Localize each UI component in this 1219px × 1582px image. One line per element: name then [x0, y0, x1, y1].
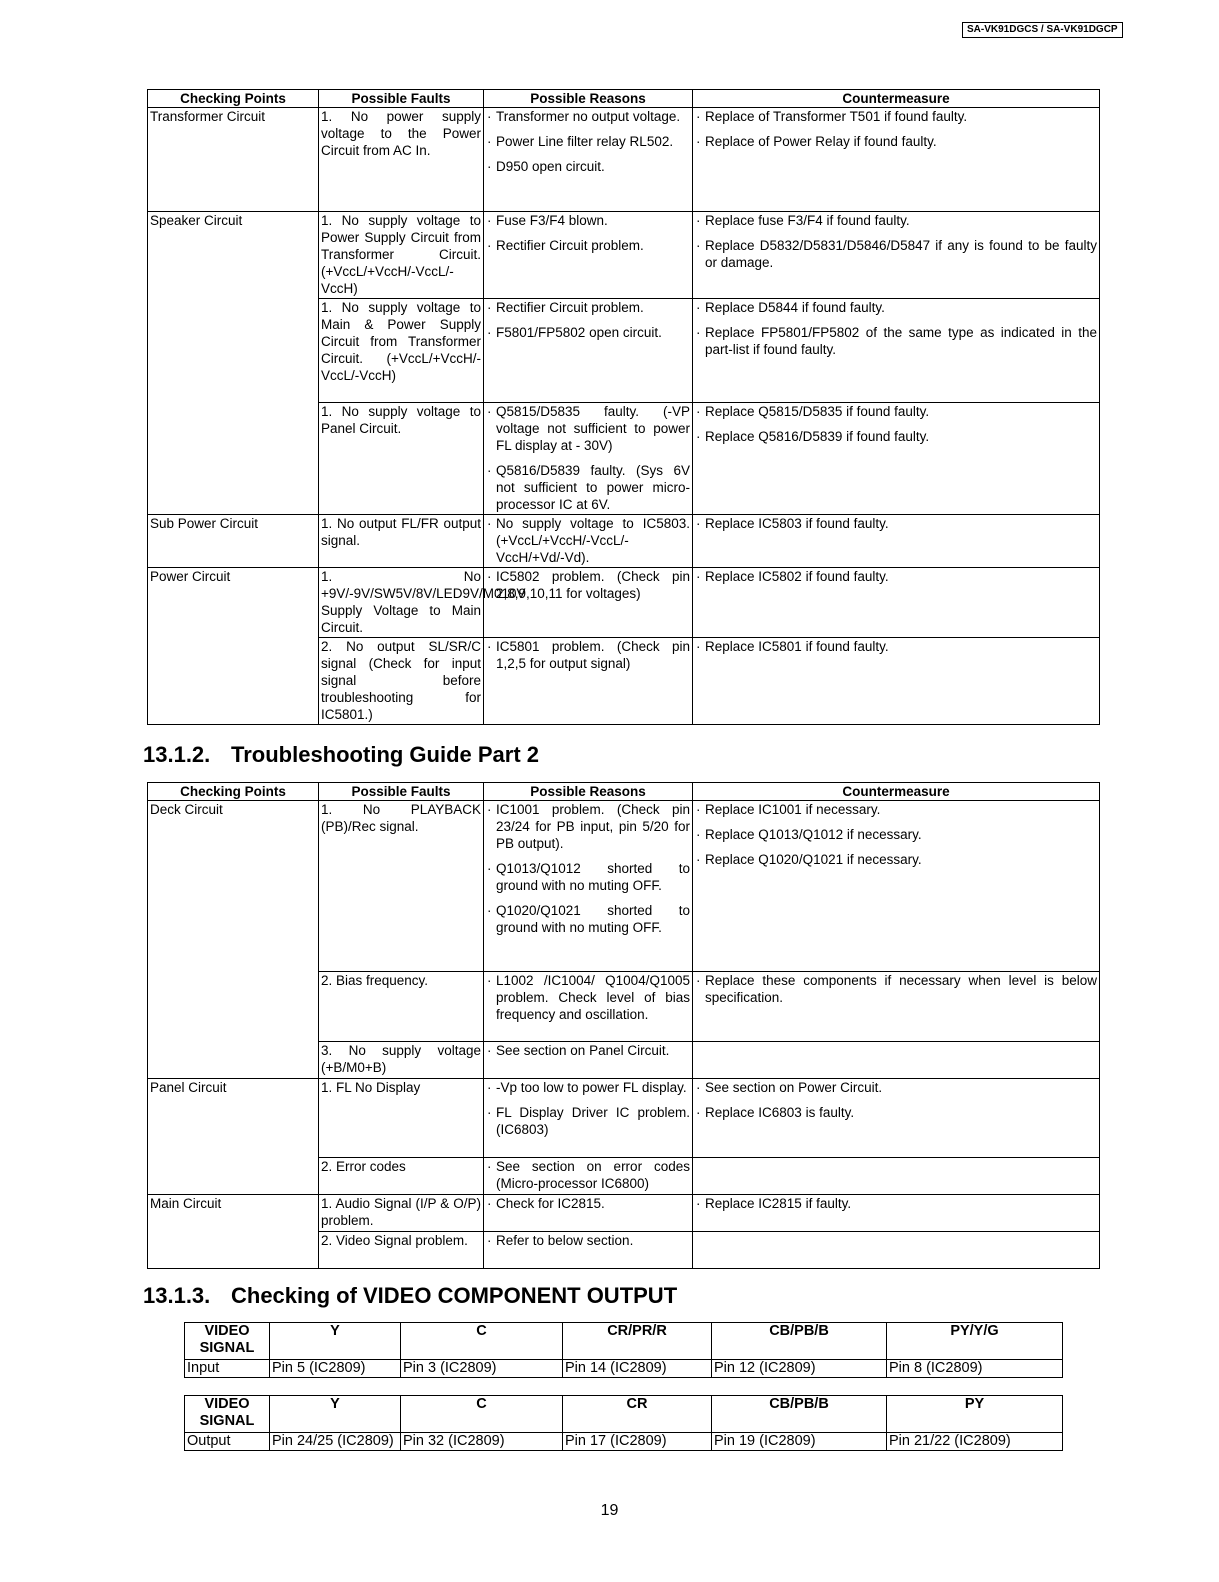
possible-fault: 2. Error codes	[319, 1158, 484, 1195]
troubleshooting-table-part1	[147, 89, 1100, 725]
reason-item: · IC1001 problem. (Check pin 23/24 for PB input, pin 5/20 for PB output).	[486, 801, 690, 852]
table-header-row	[185, 1396, 1063, 1433]
reason-item: · No supply voltage to IC5803. (+VccL/+VccH/-VccL/-VccH/+Vd/-Vd).	[486, 515, 690, 566]
checking-point: Transformer Circuit	[148, 108, 319, 212]
column-header: CB/PB/B	[712, 1323, 887, 1360]
measure-item: · Replace of Power Relay if found faulty.	[695, 133, 1097, 150]
measure-item: · Replace IC5803 if found faulty.	[695, 515, 1097, 532]
countermeasures	[693, 568, 1100, 638]
column-header: CB/PB/B	[712, 1396, 887, 1433]
checking-point: Sub Power Circuit	[148, 515, 319, 568]
table-cell: Pin 8 (IC2809)	[887, 1360, 1063, 1378]
section-number: 13.1.2.	[143, 742, 211, 767]
possible-fault: 1. No output FL/FR output signal.	[319, 515, 484, 568]
countermeasures	[693, 801, 1100, 972]
possible-fault: 2. No output SL/SR/C signal (Check for input signal before troubleshooting for IC5801.)	[319, 638, 484, 725]
reason-item: · See section on Panel Circuit.	[486, 1042, 690, 1059]
reason-item: · Q1013/Q1012 shorted to ground with no muting OFF.	[486, 860, 690, 894]
reason-item: · See section on error codes (Micro-processor IC6800)	[486, 1158, 690, 1192]
possible-reasons	[484, 1079, 693, 1158]
section-heading-part3	[143, 1283, 677, 1309]
measure-item: · Replace Q1013/Q1012 if necessary.	[695, 826, 1097, 843]
table-row	[148, 568, 1100, 638]
measure-item: · Replace IC6803 is faulty.	[695, 1104, 1097, 1121]
measure-item: · Replace these components if necessary when level is below specification.	[695, 972, 1097, 1006]
possible-reasons	[484, 299, 693, 403]
table-cell: Input	[185, 1360, 270, 1378]
reason-item: · Rectifier Circuit problem.	[486, 299, 690, 316]
section-title: Checking of VIDEO COMPONENT OUTPUT	[231, 1283, 678, 1308]
countermeasures	[693, 212, 1100, 299]
reason-item: · Q5816/D5839 faulty. (Sys 6V not sufficient to power micro-processor IC at 6V.	[486, 462, 690, 513]
possible-reasons	[484, 972, 693, 1042]
possible-fault: 1. No supply voltage to Main & Power Supply Circuit from Transformer Circuit. (+VccL/+VccH/-VccL/-VccH)	[319, 299, 484, 403]
table-cell: Pin 19 (IC2809)	[712, 1433, 887, 1451]
table-cell: Pin 14 (IC2809)	[563, 1360, 712, 1378]
page-number: 19	[600, 1502, 619, 1519]
reason-item: · Transformer no output voltage.	[486, 108, 690, 125]
column-header: Y	[270, 1396, 401, 1433]
checking-point: Power Circuit	[148, 568, 319, 725]
column-header: Checking Points	[148, 783, 319, 801]
countermeasures	[693, 515, 1100, 568]
measure-item: · Replace IC5801 if found faulty.	[695, 638, 1097, 655]
table-row	[185, 1433, 1063, 1451]
measure-item: · Replace D5832/D5831/D5846/D5847 if any is found to be faulty or damage.	[695, 237, 1097, 271]
measure-item: · Replace Q1020/Q1021 if necessary.	[695, 851, 1097, 868]
possible-fault: 1. No PLAYBACK (PB)/Rec signal.	[319, 801, 484, 972]
reason-item: · Q1020/Q1021 shorted to ground with no muting OFF.	[486, 902, 690, 936]
measure-item: · Replace IC2815 if faulty.	[695, 1195, 1097, 1212]
model-number-box: SA-VK91DGCS / SA-VK91DGCP	[962, 22, 1123, 38]
measure-item: · Replace Q5815/D5835 if found faulty.	[695, 403, 1097, 420]
possible-reasons	[484, 801, 693, 972]
video-output-table	[184, 1395, 1063, 1451]
table-cell: Pin 32 (IC2809)	[401, 1433, 563, 1451]
reason-item: · IC5801 problem. (Check pin 1,2,5 for output signal)	[486, 638, 690, 672]
table-row	[148, 801, 1100, 972]
checking-point: Deck Circuit	[148, 801, 319, 1079]
column-header: VIDEO SIGNAL	[185, 1396, 270, 1433]
reason-item: · Power Line filter relay RL502.	[486, 133, 690, 150]
table-row	[148, 1195, 1100, 1232]
section-heading-part2	[143, 742, 539, 768]
column-header: Checking Points	[148, 90, 319, 108]
measure-item: · Replace IC5802 if found faulty.	[695, 568, 1097, 585]
countermeasures	[693, 1232, 1100, 1269]
reason-item: · Fuse F3/F4 blown.	[486, 212, 690, 229]
countermeasures	[693, 108, 1100, 212]
countermeasures	[693, 1042, 1100, 1079]
video-input-table	[184, 1322, 1063, 1378]
possible-fault: 1. No supply voltage to Panel Circuit.	[319, 403, 484, 515]
countermeasures	[693, 638, 1100, 725]
table-cell: Output	[185, 1433, 270, 1451]
possible-reasons	[484, 515, 693, 568]
countermeasures	[693, 1079, 1100, 1158]
column-header: VIDEO SIGNAL	[185, 1323, 270, 1360]
checking-point: Panel Circuit	[148, 1079, 319, 1195]
checking-point: Main Circuit	[148, 1195, 319, 1269]
countermeasures	[693, 1195, 1100, 1232]
reason-item: · D950 open circuit.	[486, 158, 690, 175]
reason-item: · IC5802 problem. (Check pin 2,8,9,10,11 for voltages)	[486, 568, 690, 602]
possible-fault: 2. Bias frequency.	[319, 972, 484, 1042]
possible-fault: 1. No +9V/-9V/SW5V/8V/LED9V/M010V Supply Voltage to Main Circuit.	[319, 568, 484, 638]
reason-item: · FL Display Driver IC problem. (IC6803)	[486, 1104, 690, 1138]
possible-reasons	[484, 403, 693, 515]
column-header: C	[401, 1396, 563, 1433]
column-header: Countermeasure	[693, 783, 1100, 801]
table-cell: Pin 21/22 (IC2809)	[887, 1433, 1063, 1451]
reason-item: · -Vp too low to power FL display.	[486, 1079, 690, 1096]
table-header-row	[148, 783, 1100, 801]
possible-reasons	[484, 568, 693, 638]
reason-item: · Q5815/D5835 faulty. (-VP voltage not sufficient to power FL display at - 30V)	[486, 403, 690, 454]
reason-item: · Check for IC2815.	[486, 1195, 690, 1212]
table-cell: Pin 17 (IC2809)	[563, 1433, 712, 1451]
reason-item: · Refer to below section.	[486, 1232, 690, 1249]
reason-item: · Rectifier Circuit problem.	[486, 237, 690, 254]
countermeasures	[693, 299, 1100, 403]
column-header: Possible Faults	[319, 783, 484, 801]
section-title: Troubleshooting Guide Part 2	[231, 742, 540, 767]
checking-point: Speaker Circuit	[148, 212, 319, 515]
section-number: 13.1.3.	[143, 1283, 211, 1308]
measure-item: · See section on Power Circuit.	[695, 1079, 1097, 1096]
possible-reasons	[484, 1158, 693, 1195]
possible-reasons	[484, 108, 693, 212]
table-header-row	[185, 1323, 1063, 1360]
possible-fault: 1. FL No Display	[319, 1079, 484, 1158]
column-header: PY/Y/G	[887, 1323, 1063, 1360]
measure-item: · Replace FP5801/FP5802 of the same type as indicated in the part-list if found faulty.	[695, 324, 1097, 358]
possible-fault: 1. Audio Signal (I/P & O/P) problem.	[319, 1195, 484, 1232]
column-header: CR/PR/R	[563, 1323, 712, 1360]
measure-item: · Replace D5844 if found faulty.	[695, 299, 1097, 316]
table-row	[148, 212, 1100, 299]
possible-fault: 1. No power supply voltage to the Power Circuit from AC In.	[319, 108, 484, 212]
countermeasures	[693, 972, 1100, 1042]
possible-reasons	[484, 638, 693, 725]
table-cell: Pin 5 (IC2809)	[270, 1360, 401, 1378]
countermeasures	[693, 1158, 1100, 1195]
reason-item: · F5801/FP5802 open circuit.	[486, 324, 690, 341]
measure-item: · Replace IC1001 if necessary.	[695, 801, 1097, 818]
countermeasures	[693, 403, 1100, 515]
column-header: Y	[270, 1323, 401, 1360]
column-header: CR	[563, 1396, 712, 1433]
possible-fault: 3. No supply voltage (+B/M0+B)	[319, 1042, 484, 1079]
table-row	[148, 1079, 1100, 1158]
column-header: C	[401, 1323, 563, 1360]
table-header-row	[148, 90, 1100, 108]
column-header: PY	[887, 1396, 1063, 1433]
table-row	[148, 108, 1100, 212]
possible-reasons	[484, 1042, 693, 1079]
table-cell: Pin 3 (IC2809)	[401, 1360, 563, 1378]
troubleshooting-table-part2	[147, 782, 1100, 1269]
table-row	[185, 1360, 1063, 1378]
column-header: Possible Faults	[319, 90, 484, 108]
possible-fault: 1. No supply voltage to Power Supply Circuit from Transformer Circuit. (+VccL/+VccH/-VccL/-VccH)	[319, 212, 484, 299]
table-cell: Pin 12 (IC2809)	[712, 1360, 887, 1378]
column-header: Possible Reasons	[484, 783, 693, 801]
column-header: Possible Reasons	[484, 90, 693, 108]
reason-item: · L1002 /IC1004/ Q1004/Q1005 problem. Check level of bias frequency and oscillation.	[486, 972, 690, 1023]
measure-item: · Replace of Transformer T501 if found faulty.	[695, 108, 1097, 125]
possible-reasons	[484, 1195, 693, 1232]
column-header: Countermeasure	[693, 90, 1100, 108]
measure-item: · Replace Q5816/D5839 if found faulty.	[695, 428, 1097, 445]
table-row	[148, 515, 1100, 568]
possible-reasons	[484, 212, 693, 299]
possible-fault: 2. Video Signal problem.	[319, 1232, 484, 1269]
possible-reasons	[484, 1232, 693, 1269]
measure-item: · Replace fuse F3/F4 if found faulty.	[695, 212, 1097, 229]
table-cell: Pin 24/25 (IC2809)	[270, 1433, 401, 1451]
